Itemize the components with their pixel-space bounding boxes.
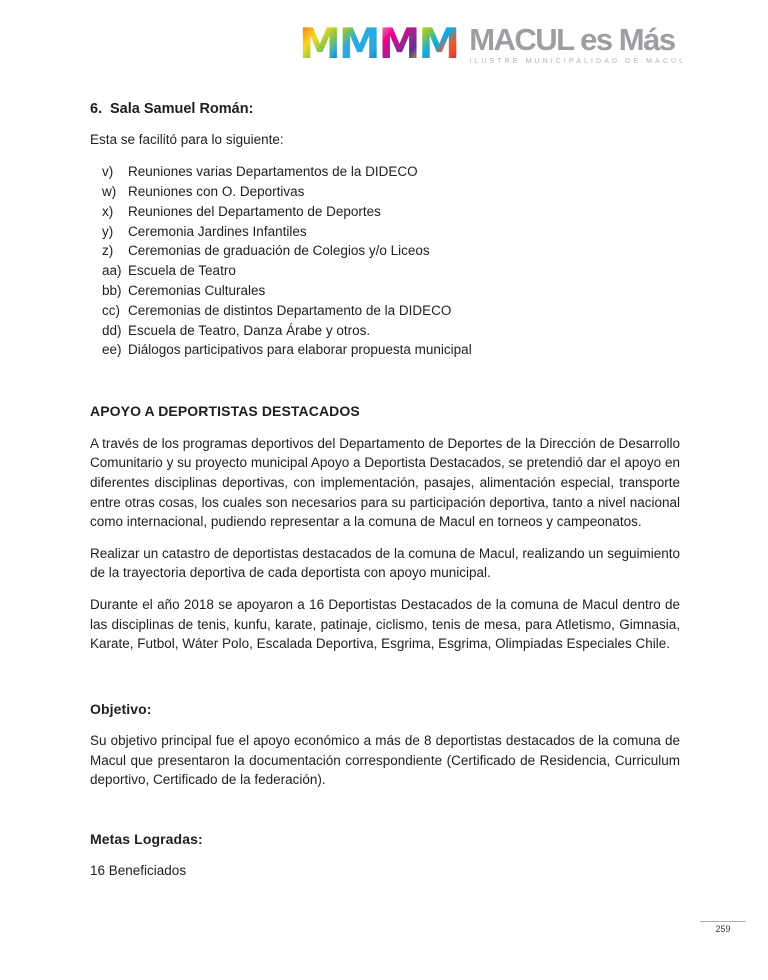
- list-item: [102, 222, 680, 242]
- logo-text-block: [469, 24, 686, 65]
- list-item-text: Ceremonias de graduación de Colegios y/o Liceos: [128, 243, 430, 259]
- list-item-text: Escuela de Teatro, Danza Árabe y otros.: [128, 322, 371, 338]
- list-item-marker: z): [102, 243, 114, 259]
- list-item-text: Diálogos participativos para elaborar propuesta municipal: [128, 342, 472, 358]
- section-heading: [90, 100, 680, 120]
- list-item-marker: dd): [102, 322, 122, 338]
- logo-letter-m-1: M: [299, 19, 339, 68]
- apoyo-paragraph-3: Durante el año 2018 se apoyaron a 16 Deportistas Destacados de la comuna de Macul dentro de las disciplinas de tenis, kunfu, karate, patinaje, ciclismo, tenis de mesa, para Atletismo, Gimnasia, Karate, Futbol, Wáter Polo, Escalada Deportiva, Esgrima, Esgrima, Olimpiadas Especiales Chile.: [90, 596, 680, 652]
- list-item-marker: cc): [102, 302, 120, 318]
- list-item-marker: y): [102, 223, 114, 239]
- logo-letter-m-3: M: [378, 19, 419, 68]
- facility-uses-list: [90, 162, 680, 360]
- section-title-text: Sala Samuel Román:: [110, 101, 254, 117]
- list-item: [102, 321, 680, 341]
- apoyo-heading: APOYO A DEPORTISTAS DESTACADOS: [90, 403, 360, 420]
- document-body: [90, 100, 680, 880]
- list-item-marker: bb): [102, 282, 122, 298]
- list-item-text: Reuniones del Departamento de Deportes: [128, 203, 381, 219]
- metas-heading: Metas Logradas:: [90, 831, 203, 848]
- apoyo-paragraph-2: Realizar un catastro de deportistas destacados de la comuna de Macul, realizando un seguimiento de la trayectoria deportiva de cada deportista con apoyo municipal.: [90, 545, 680, 581]
- objetivo-paragraph: Su objetivo principal fue el apoyo económico a más de 8 deportistas destacados de la comuna de Macul que presentaron la documentación correspondiente (Certificado de Residencia, Curriculum deportivo, Certificado de la federación).: [90, 733, 680, 788]
- list-item: [102, 162, 680, 182]
- section-number: 6.: [90, 101, 103, 117]
- list-item-text: Ceremonia Jardines Infantiles: [128, 223, 307, 239]
- page-number: 259: [700, 921, 746, 934]
- logo-letter-m-2: M: [338, 19, 379, 68]
- list-item-marker: w): [102, 183, 117, 199]
- municipality-logo: [299, 19, 687, 68]
- list-item: [102, 261, 680, 281]
- list-item: [102, 241, 680, 261]
- list-item-marker: v): [102, 164, 114, 180]
- list-item: [102, 301, 680, 321]
- metas-value: 16 Beneficiados: [90, 862, 187, 878]
- section-intro: Esta se facilitó para lo siguiente:: [90, 131, 284, 147]
- logo-title: MACUL es Más: [469, 22, 675, 57]
- logo-subtitle: ILUSTRE MUNICIPALIDAD DE MACUL: [469, 58, 687, 65]
- logo-letter-m-4: M: [418, 19, 459, 68]
- list-item: [102, 340, 680, 360]
- list-item: [102, 182, 680, 202]
- apoyo-paragraph-1: A través de los programas deportivos del Departamento de Deportes de la Dirección de Desarrollo Comunitario y su proyecto municipal Apoyo a Deportista Destacados, se pretendió dar el apoyo en diferentes disciplinas deportivas, con implementación, pasajes, alimentación especial, transporte entre otras cosas, los cuales son necesarios para su participación deportiva, tanto a nivel nacional como internacional, pudiendo representar a la comuna de Macul en torneos y campeonatos.: [90, 435, 680, 530]
- list-item-marker: aa): [102, 263, 122, 279]
- list-item-text: Ceremonias de distintos Departamento de la DIDECO: [128, 302, 452, 318]
- list-item-text: Reuniones con O. Deportivas: [128, 183, 305, 199]
- list-item-text: Ceremonias Culturales: [128, 282, 266, 298]
- list-item: [102, 281, 680, 301]
- list-item-marker: x): [102, 203, 114, 219]
- list-item-text: Reuniones varias Departamentos de la DIDECO: [128, 164, 418, 180]
- list-item: [102, 202, 680, 222]
- logo-mmmm-mark: [299, 19, 459, 68]
- list-item-marker: ee): [102, 342, 122, 358]
- objetivo-heading: Objetivo:: [90, 700, 152, 717]
- list-item-text: Escuela de Teatro: [128, 263, 236, 279]
